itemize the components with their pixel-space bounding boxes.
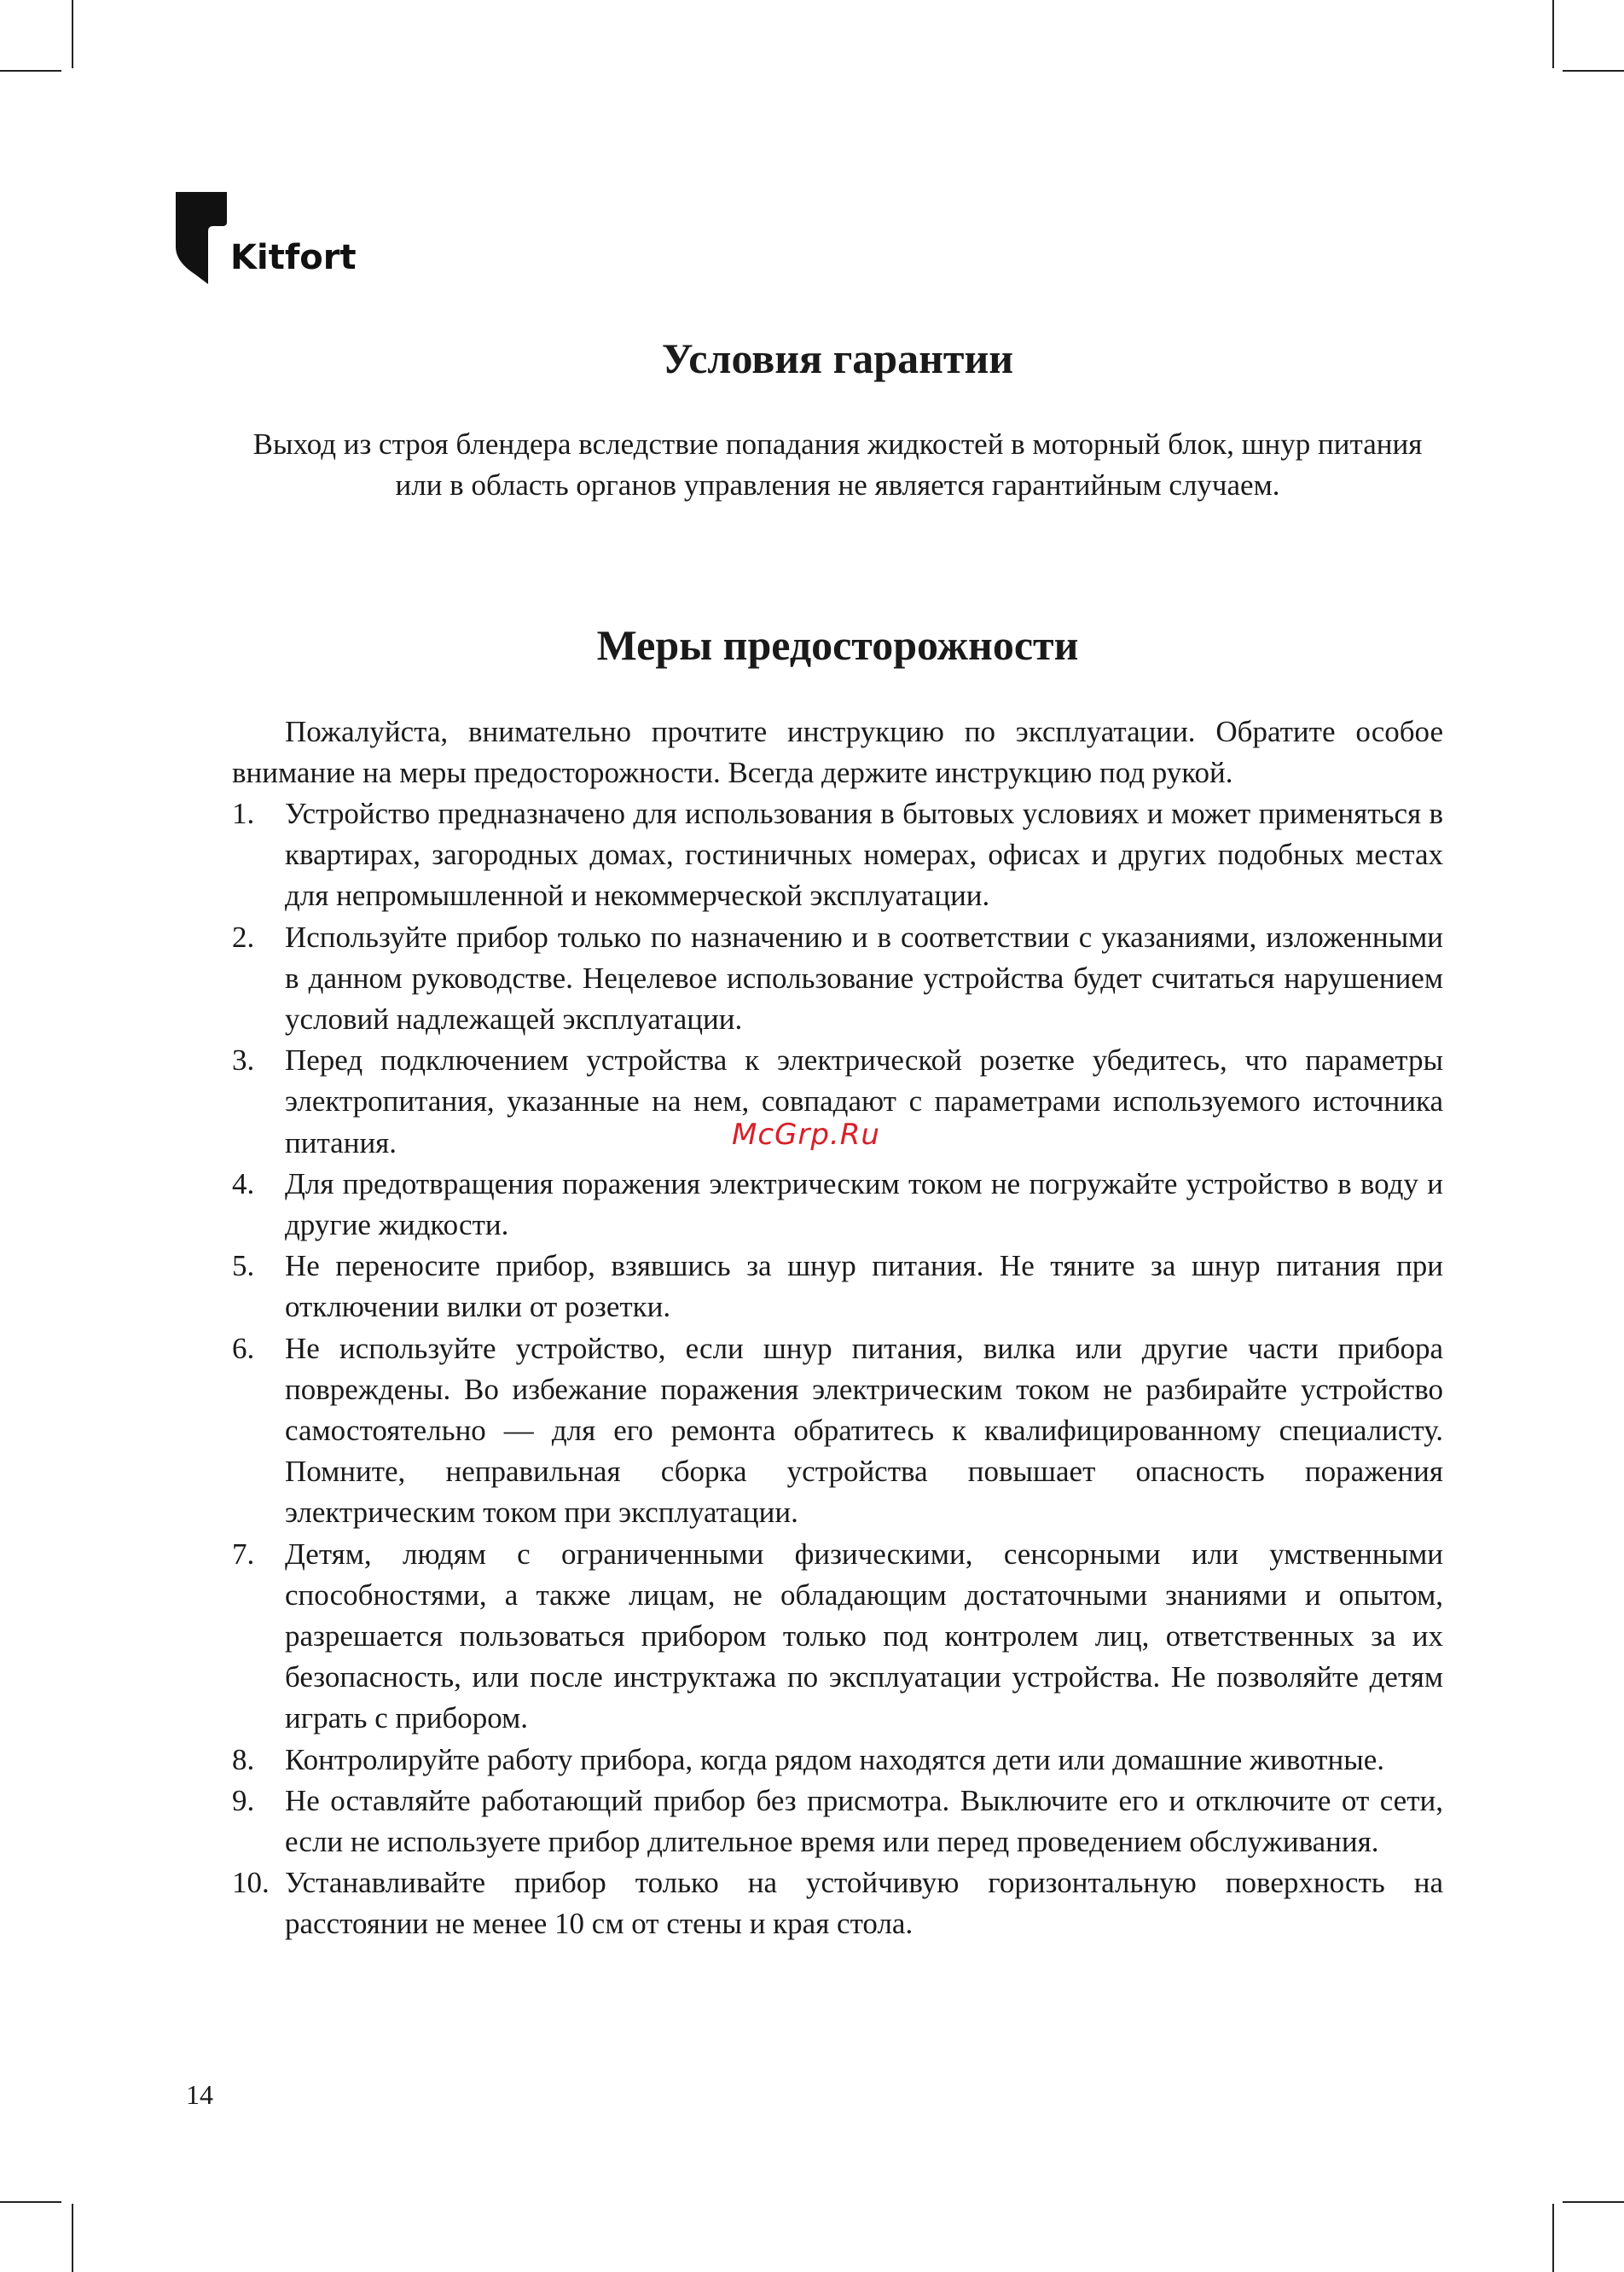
crop-mark-bottom-right <box>1552 2204 1554 2272</box>
crop-mark-top-left-h <box>0 70 61 72</box>
precautions-intro: Пожалуйста, внимательно прочтите инструкцию по эксплуатации. Обратите особое внимание на меры предосторожности. Всегда держите инструкцию под рукой. <box>232 715 1443 789</box>
list-item: 2. Используйте прибор только по назначению и в соответствии с указаниями, изложенными в данном руководстве. Нецелевое использование устройства будет считаться нарушением условий надлежащей эксплуатации. <box>232 920 1443 1037</box>
brand-name: Kitfort <box>230 238 357 277</box>
crop-mark-bottom-left-h <box>0 2201 61 2203</box>
brand-logo <box>176 192 372 286</box>
list-item: 6. Не используйте устройство, если шнур питания, вилка или другие части прибора повреждены. Во избежание поражения электрическим током не разбирайте устройство самостоятельно — для его ремонта обратитесь к квалифицированному специалисту. Помните, неправильная сборка устройства повышает опасность поражения электрическим током при эксплуатации. <box>232 1331 1443 1530</box>
warranty-text: Выход из строя блендера вследствие попадания жидкостей в моторный блок, шнур питания или в область органов управления не является гарантийным случаем. <box>252 427 1423 502</box>
crop-mark-top-right <box>1552 0 1554 68</box>
warranty-title: Условия гарантии <box>661 334 1014 382</box>
precautions-title: Меры предосторожности <box>596 621 1079 669</box>
kitfort-logo-icon <box>176 192 227 284</box>
crop-mark-top-left <box>72 0 73 68</box>
list-item: 9. Не оставляйте работающий прибор без присмотра. Выключите его и отключите от сети, если не используете прибор длительное время или перед проведением обслуживания. <box>232 1783 1443 1859</box>
list-item: 7. Детям, людям с ограниченными физическими, сенсорными или умственными способностями, а также лицам, не обладающим достаточными знаниями и опытом, разрешается пользоваться прибором только под контролем лиц, ответственных за их безопасность, или после инструктажа по эксплуатации устройства. Не позволяйте детям играть с прибором. <box>232 1537 1443 1735</box>
page-number: 14 <box>186 2079 213 2110</box>
list-item: 5. Не переносите прибор, взявшись за шнур питания. Не тяните за шнур питания при отключении вилки от розетки. <box>232 1249 1443 1324</box>
list-item: 4. Для предотвращения поражения электрическим током не погружайте устройство в воду и другие жидкости. <box>232 1166 1443 1242</box>
crop-mark-bottom-right-h <box>1563 2201 1624 2203</box>
list-item: 10. Устанавливайте прибор только на устойчивую горизонтальную поверхность на расстоянии не менее 10 см от стены и края стола. <box>232 1866 1443 1941</box>
list-item: 3. Перед подключением устройства к электрической розетке убедитесь, что параметры электропитания, указанные на нем, совпадают с параметрами используемого источника питания. <box>232 1043 1443 1159</box>
precautions-list <box>232 793 1443 1945</box>
list-item: 1. Устройство предназначено для использования в бытовых условиях и может применяться в квартирах, загородных домах, гостиничных номерах, офисах и других подобных местах для непромышленной и некоммерческой эксплуатации. <box>232 797 1443 913</box>
crop-mark-bottom-left <box>72 2204 73 2272</box>
list-item: 8. Контролируйте работу прибора, когда рядом находятся дети или домашние животные. <box>232 1742 1385 1776</box>
watermark: McGrp.Ru <box>732 1118 880 1152</box>
crop-mark-top-right-h <box>1563 70 1624 72</box>
